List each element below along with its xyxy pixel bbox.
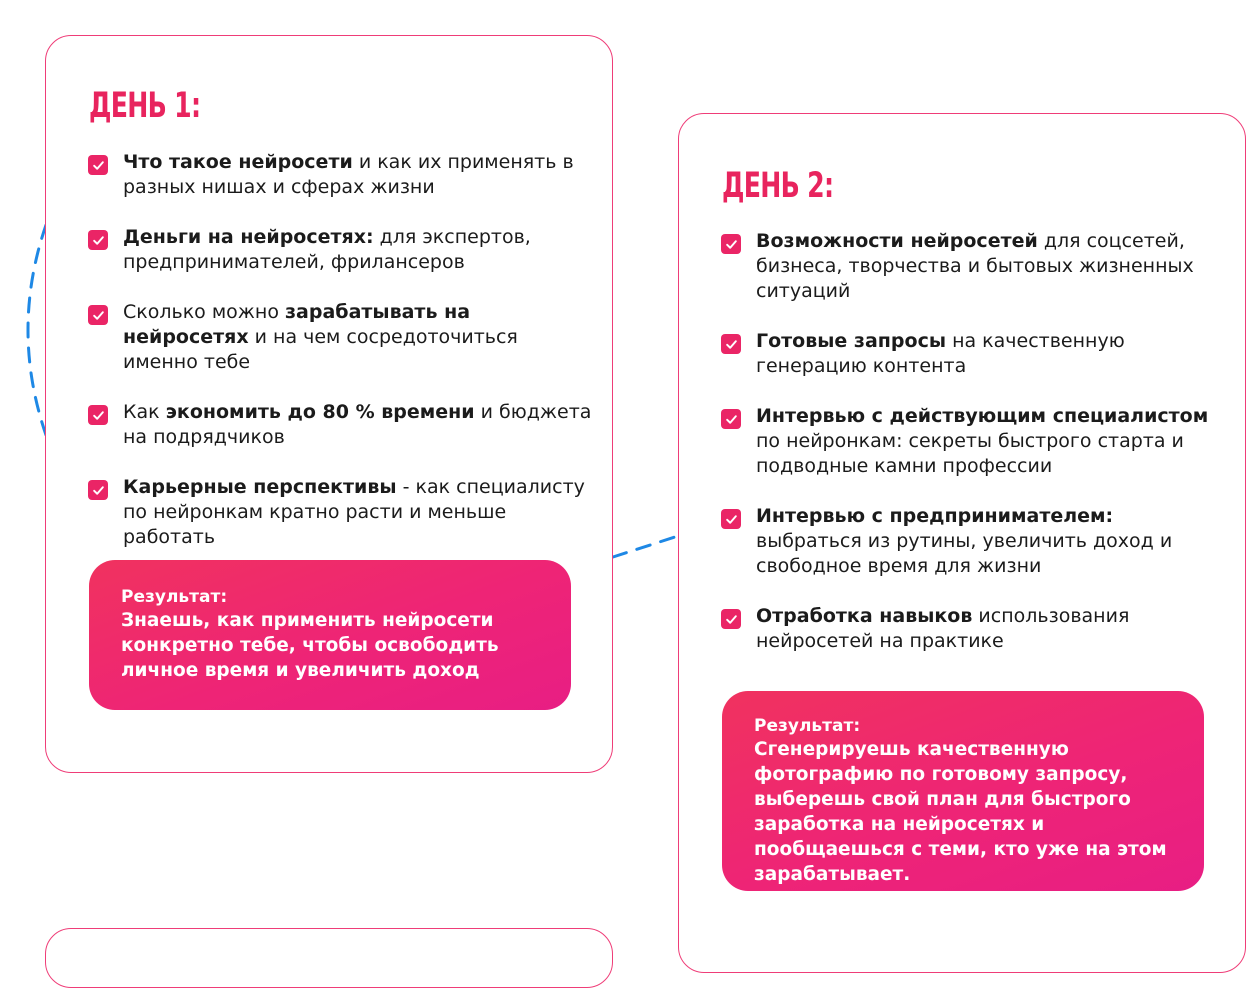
checkbox-checked-icon [88,305,108,325]
checkbox-checked-icon [721,509,741,529]
day-3-card-partial [45,928,613,988]
day-2-topic-item: Возможности нейросетей для соцсетей, бизнеса, творчества и бытовых жизненных ситуаций [721,229,1221,304]
result-text: Сгенерируешь качественную фотографию по готовому запросу, выберешь свой план для быстрого заработка на нейросетях и пообщаешься с теми, кто уже на этом зарабатывает. [754,739,1167,885]
day-2-topic-item: Отработка навыков использования нейросетей на практике [721,604,1221,654]
day-2-topic-item: Интервью с предпринимателем: выбраться из рутины, увеличить доход и свободное время для жизни [721,504,1221,579]
checkbox-checked-icon [721,334,741,354]
day-2-title: ДЕНЬ 2: [722,166,834,206]
checkbox-checked-icon [88,405,108,425]
checkbox-checked-icon [721,609,741,629]
checkbox-checked-icon [88,480,108,500]
day-1-topic-item: Что такое нейросети и как их применять в разных нишах и сферах жизни [88,150,593,200]
day-1-result-box [89,560,571,710]
result-label: Результат: [754,716,861,736]
connector-middle-line [613,536,678,557]
result-text: Знаешь, как применить нейросети конкретно тебе, чтобы освободить личное время и увеличить доход [121,610,499,681]
day-1-card [45,35,613,773]
day-1-topic-item: Как экономить до 80 % времени и бюджета на подрядчиков [88,400,593,450]
day-2-card [678,113,1246,973]
day-1-title: ДЕНЬ 1: [89,86,201,126]
day-2-topic-item: Интервью с действующим специалистом по нейронкам: секреты быстрого старта и подводные камни профессии [721,404,1221,479]
day-2-topic-list [721,229,1221,679]
checkbox-checked-icon [721,234,741,254]
day-1-topic-item: Карьерные перспективы - как специалисту по нейронкам кратно расти и меньше работать [88,475,593,550]
day-1-topic-item: Деньги на нейросетях: для экспертов, предпринимателей, фрилансеров [88,225,593,275]
result-label: Результат: [121,587,228,607]
checkbox-checked-icon [88,155,108,175]
day-2-result-box [722,691,1204,891]
checkbox-checked-icon [88,230,108,250]
day-2-topic-item: Готовые запросы на качественную генерацию контента [721,329,1221,379]
day-1-topic-list [88,150,593,575]
checkbox-checked-icon [721,409,741,429]
day-1-topic-item: Сколько можно зарабатывать на нейросетях и на чем сосредоточиться именно тебе [88,300,593,375]
connector-left-arc [28,225,46,435]
